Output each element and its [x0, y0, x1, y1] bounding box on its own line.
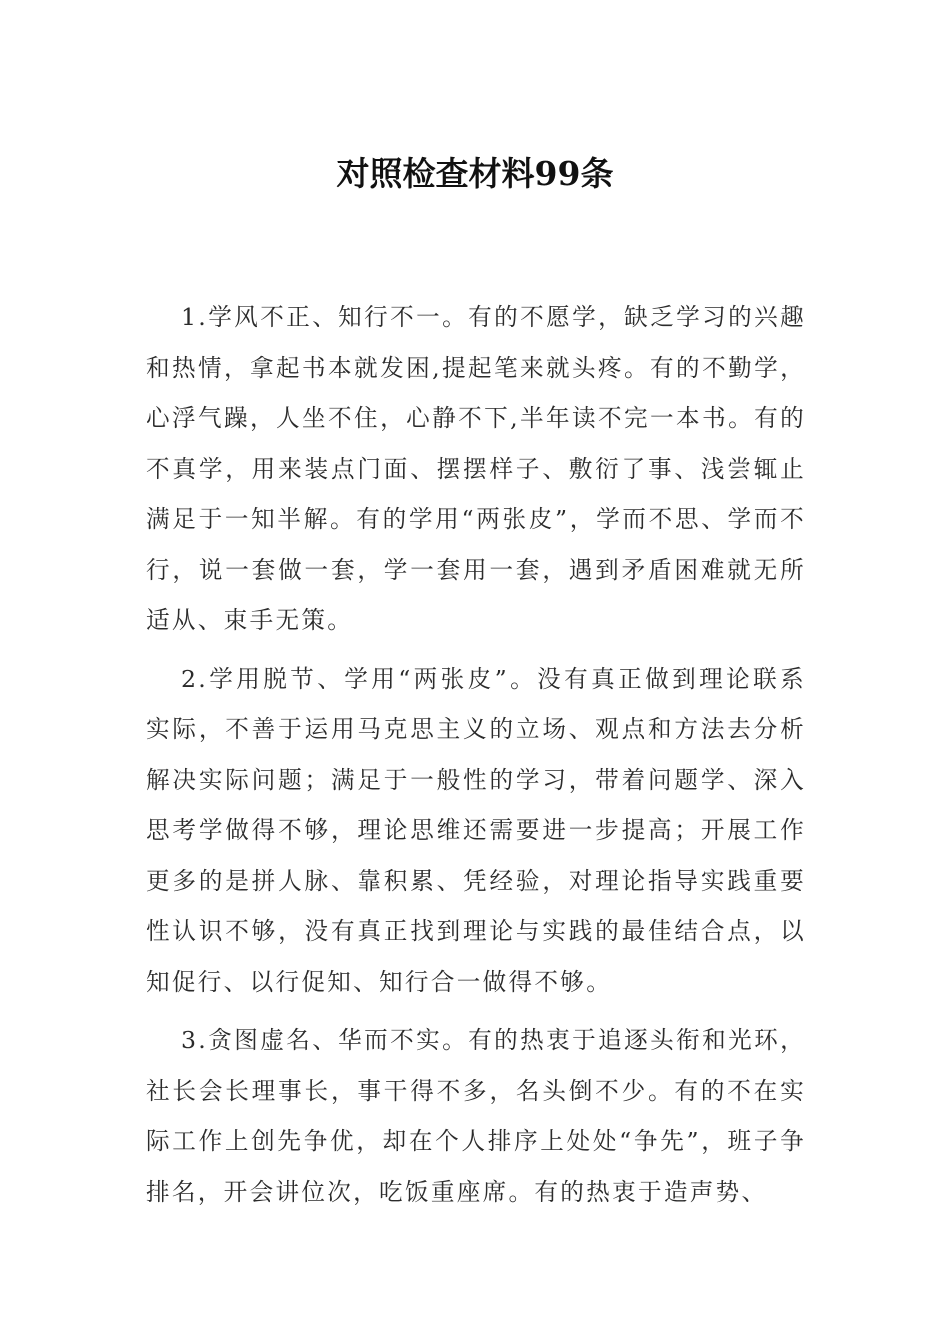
paragraph-1: 1.学风不正、知行不一。有的不愿学，缺乏学习的兴趣和热情，拿起书本就发困,提起笔来就头疼。有的不勤学，心浮气躁，人坐不住，心静不下,半年读不完一本书。有的不真学，用来装点门面、摆摆样子、敷衍了事、浅尝辄止满足于一知半解。有的学用“两张皮”，学而不思、学而不行，说一套做一套，学一套用一套，遇到矛盾困难就无所适从、束手无策。	[146, 303, 806, 634]
paragraph-3: 3.贪图虚名、华而不实。有的热衷于追逐头衔和光环，社长会长理事长，事干得不多，名头倒不少。有的不在实际工作上创先争优，却在个人排序上处处“争先”，班子争排名，开会讲位次，吃饭重座席。有的热衷于造声势、	[146, 1026, 806, 1206]
paragraph-2: 2.学用脱节、学用“两张皮”。没有真正做到理论联系实际，不善于运用马克思主义的立场、观点和方法去分析解决实际问题；满足于一般性的学习，带着问题学、深入思考学做得不够，理论思维还需要进一步提高；开展工作更多的是拼人脉、靠积累、凭经验，对理论指导实践重要性认识不够，没有真正找到理论与实践的最佳结合点，以知促行、以行促知、知行合一做得不够。	[146, 664, 806, 996]
document-title: 对照检查材料99条	[336, 154, 614, 193]
document-body	[146, 292, 806, 1225]
